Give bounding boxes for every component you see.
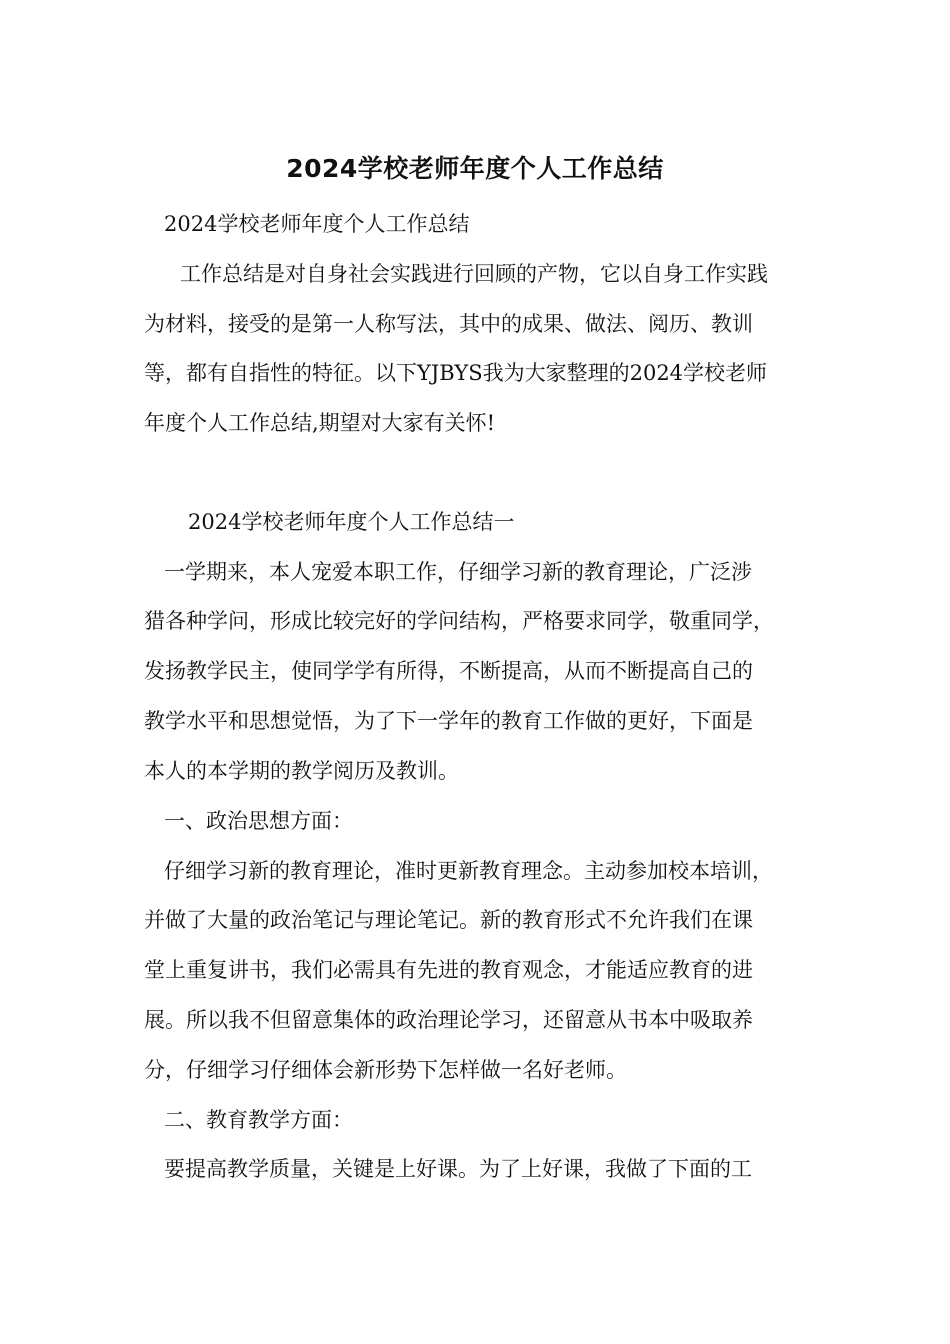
paragraph-line: 分，仔细学习仔细体会新形势下怎样做一名好老师。 — [144, 1058, 627, 1082]
paragraph-line: 仔细学习新的教育理论，准时更新教育理念。主动参加校本培训， — [164, 859, 773, 883]
heading-teaching: 二、教育教学方面： — [164, 1108, 353, 1132]
intro-line: 为材料，接受的是第一人称写法，其中的成果、做法、阅历、教训 — [144, 312, 753, 336]
document-subtitle: 2024学校老师年度个人工作总结 — [164, 212, 470, 236]
heading-political: 一、政治思想方面： — [164, 809, 353, 833]
paragraph-line: 展。所以我不但留意集体的政治理论学习，还留意从书本中吸取养 — [144, 1008, 753, 1032]
intro-line: 工作总结是对自身社会实践进行回顾的产物，它以自身工作实践 — [180, 262, 768, 286]
document-title: 2024学校老师年度个人工作总结 — [286, 154, 664, 183]
paragraph-line: 发扬教学民主，使同学学有所得，不断提高，从而不断提高自己的 — [144, 659, 753, 683]
paragraph-line: 教学水平和思想觉悟，为了下一学年的教育工作做的更好，下面是 — [144, 709, 753, 733]
paragraph-line: 堂上重复讲书，我们必需具有先进的教育观念，才能适应教育的进 — [144, 958, 753, 982]
paragraph-line: 一学期来，本人宠爱本职工作，仔细学习新的教育理论，广泛涉 — [164, 560, 752, 584]
section-title: 2024学校老师年度个人工作总结一 — [188, 510, 515, 534]
paragraph-line: 要提高教学质量，关键是上好课。为了上好课，我做了下面的工 — [164, 1157, 752, 1181]
intro-line: 等，都有自指性的特征。以下YJBYS我为大家整理的2024学校老师 — [144, 361, 768, 385]
paragraph-line: 并做了大量的政治笔记与理论笔记。新的教育形式不允许我们在课 — [144, 908, 753, 932]
intro-line: 年度个人工作总结,期望对大家有关怀! — [144, 411, 496, 435]
paragraph-line: 猎各种学问，形成比较完好的学问结构，严格要求同学，敬重同学， — [144, 609, 774, 633]
paragraph-line: 本人的本学期的教学阅历及教训。 — [144, 759, 459, 783]
